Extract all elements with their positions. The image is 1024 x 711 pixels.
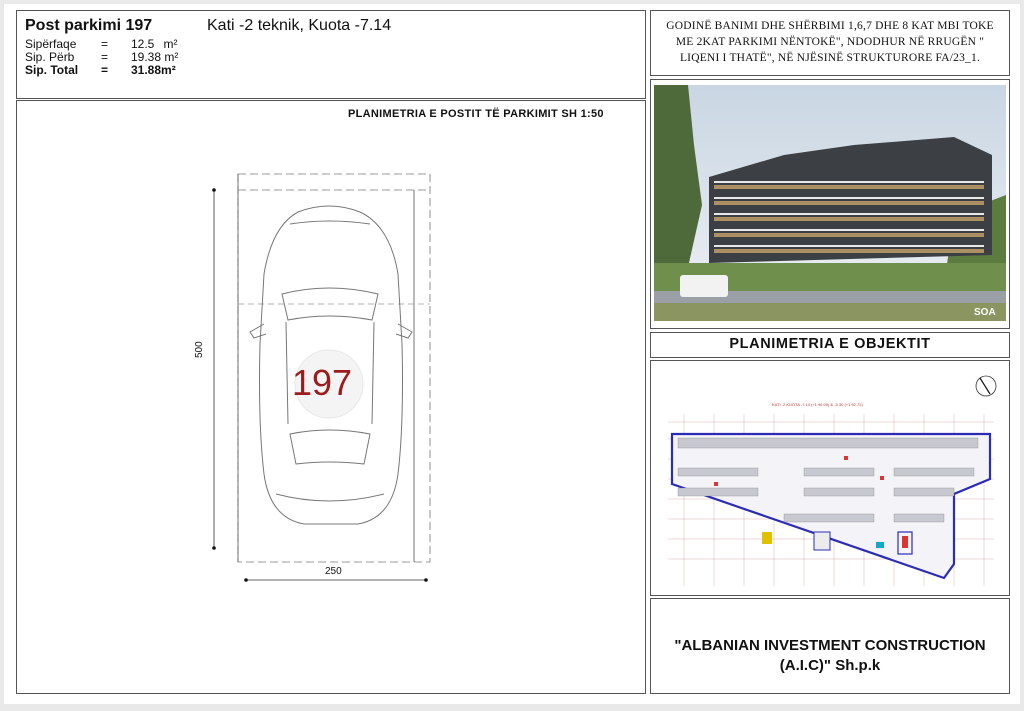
- spec-eq: =: [101, 63, 109, 77]
- spec-value: 19.38 m²: [131, 50, 179, 64]
- spec-row-total: [25, 64, 182, 77]
- parking-spot-title: Post parkimi 197: [25, 17, 153, 34]
- plan-heading: PLANIMETRIA E POSTIT TË PARKIMIT SH 1:50: [348, 108, 604, 120]
- dimension-tick: [244, 578, 248, 582]
- north-arrow-icon: [976, 376, 996, 396]
- description-line: ME 2KAT PARKIMI NËNTOKË", NDODHUR NË RRUGËN ": [675, 36, 985, 48]
- spec-eq: =: [101, 37, 109, 51]
- company-name: [650, 636, 1010, 676]
- render-watermark: SOA: [974, 307, 996, 318]
- dimension-tick: [212, 546, 216, 550]
- spec-label: Sip. Total: [25, 63, 79, 77]
- parking-spot-number: 197: [292, 362, 353, 403]
- height-dimension-label: 500: [194, 341, 205, 358]
- width-dimension-label: 250: [325, 566, 342, 577]
- area-specs: [25, 38, 182, 77]
- floor-level-subtitle: Kati -2 teknik, Kuota -7.14: [207, 17, 392, 34]
- dimension-tick: [212, 188, 216, 192]
- plan-outline: [672, 434, 990, 578]
- object-plan-heading: PLANIMETRIA E OBJEKTIT: [729, 336, 931, 352]
- project-description: [650, 18, 1010, 66]
- spec-unit: m²: [163, 37, 178, 51]
- description-line: GODINË BANIMI DHE SHËRBIMI 1,6,7 DHE 8 KAT MBI TOKE: [666, 20, 994, 32]
- description-line: LIQENI I THATË", NË NJËSINË STRUKTURORE FA/23_1.: [679, 52, 981, 64]
- building-render: [654, 85, 1006, 321]
- spec-value: 31.88m²: [131, 63, 176, 77]
- spec-label: Sipërfaqe: [25, 37, 77, 51]
- spec-value: 12.5: [131, 37, 155, 51]
- site-floor-plan: [654, 364, 1006, 592]
- spec-label: Sip. Përb: [25, 50, 75, 64]
- company-line: "ALBANIAN INVESTMENT CONSTRUCTION: [674, 637, 986, 654]
- drawing-sheet: [4, 4, 1020, 704]
- company-line: (A.I.C)" Sh.p.k: [779, 657, 881, 674]
- dimension-tick: [424, 578, 428, 582]
- spec-eq: =: [101, 50, 109, 64]
- plan-sheet-label: KATI -2 KUOTA -7.14 (+1 96 00) & -3.30 (+1 92.72): [772, 402, 863, 407]
